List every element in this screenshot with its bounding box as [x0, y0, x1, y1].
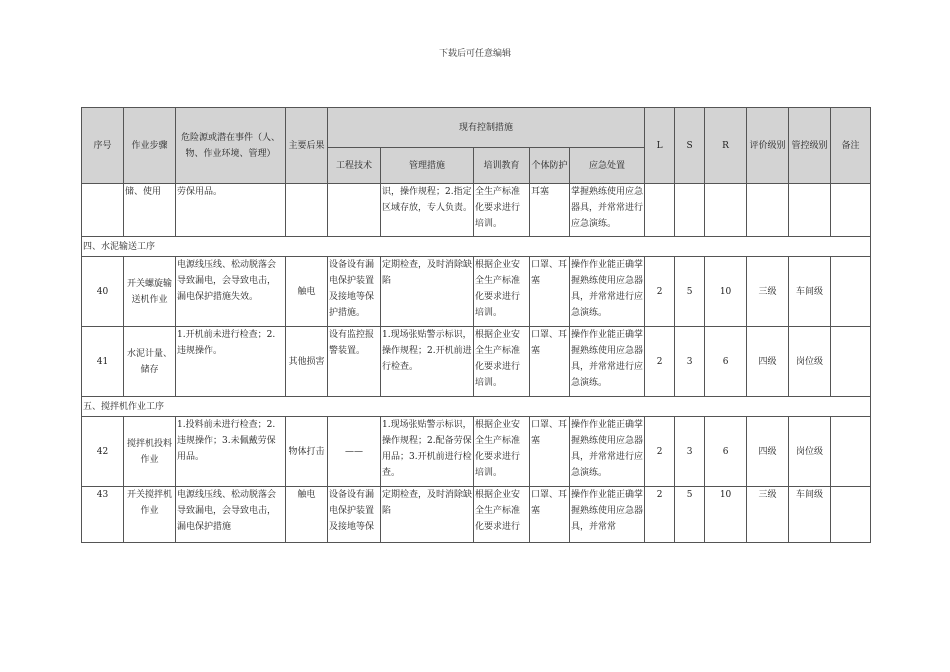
cell-consequence: 触电: [286, 257, 328, 327]
col-header-controls: 现有控制措施: [328, 108, 645, 148]
cell-L: 2: [645, 327, 675, 397]
cell-ppe: 口罩、耳塞: [530, 487, 570, 543]
cell-S: 5: [675, 257, 705, 327]
cell-remark: [831, 257, 871, 327]
col-header-S: S: [675, 108, 705, 184]
col-header-management: 管理措施: [381, 148, 474, 184]
header-note: 下载后可任意编辑: [438, 49, 511, 59]
cell-remark: [831, 327, 871, 397]
cell-engineering: [328, 184, 381, 237]
cell-hazard: 电源线压线、松动脱落会导致漏电，会导致电击，漏电保护措施: [176, 487, 286, 543]
cell-consequence: 其他损害: [286, 327, 328, 397]
cell-control-level: 车间级: [789, 487, 831, 543]
cell-training: 全生产标准化要求进行培训。: [474, 184, 530, 237]
col-header-hazard: 危险源或潜在事件（人、物、作业环境、管理）: [176, 108, 286, 184]
cell-R: 6: [705, 327, 747, 397]
cell-R: 10: [705, 487, 747, 543]
cell-engineering: 设备设有漏电保护装置及接地等保护措施。: [328, 257, 381, 327]
cell-level: 三级: [747, 257, 789, 327]
table-row: [82, 417, 871, 487]
cell-level: 四级: [747, 417, 789, 487]
cell-S: 5: [675, 487, 705, 543]
cell-L: 2: [645, 257, 675, 327]
section-row: [82, 397, 871, 417]
cell-seq: 41: [82, 327, 124, 397]
cell-consequence: [286, 184, 328, 237]
cell-R: [705, 184, 747, 237]
cell-emergency: 操作作业能正确掌握熟练使用应急器具，并常常进行应急演练。: [570, 327, 645, 397]
cell-consequence: 触电: [286, 487, 328, 543]
cell-remark: [831, 184, 871, 237]
cell-emergency: 操作作业能正确掌握熟练使用应急器具，并常常进行应急演练。: [570, 257, 645, 327]
col-header-seq: 序号: [82, 108, 124, 184]
cell-ppe: 耳塞: [530, 184, 570, 237]
section-row: [82, 237, 871, 257]
cell-emergency: 操作作业能正确掌握熟练使用应急器具，并常常进行应急演练。: [570, 417, 645, 487]
cell-R: 6: [705, 417, 747, 487]
cell-remark: [831, 417, 871, 487]
cell-step: 搅拌机投料作业: [124, 417, 176, 487]
cell-seq: 42: [82, 417, 124, 487]
cell-L: 2: [645, 417, 675, 487]
col-header-emergency: 应急处置: [570, 148, 645, 184]
col-header-ppe: 个体防护: [530, 148, 570, 184]
table-row: [82, 184, 871, 237]
cell-management: 1.现场张贴警示标识，操作规程；2.配备劳保用品；3.开机前进行检查。: [381, 417, 474, 487]
cell-step: 储、使用: [124, 184, 176, 237]
cell-management: 定期检查，及时消除缺陷: [381, 257, 474, 327]
cell-ppe: 口罩、耳塞: [530, 257, 570, 327]
cell-seq: [82, 184, 124, 237]
cell-seq: 40: [82, 257, 124, 327]
section-title: 五、搅拌机作业工序: [82, 397, 871, 417]
cell-control-level: [789, 184, 831, 237]
cell-management: 定期检查，及时消除缺陷: [381, 487, 474, 543]
col-header-remark: 备注: [831, 108, 871, 184]
cell-hazard: 电源线压线、松动脱落会导致漏电，会导致电击，漏电保护措施失效。: [176, 257, 286, 327]
cell-ppe: 口罩、耳塞: [530, 417, 570, 487]
cell-level: [747, 184, 789, 237]
cell-hazard: 1.开机前未进行检查；2.违规操作。: [176, 327, 286, 397]
risk-assessment-table: [81, 107, 871, 543]
cell-S: 3: [675, 327, 705, 397]
cell-control-level: 车间级: [789, 257, 831, 327]
cell-management: 1.现场张贴警示标识，操作规程；2.开机前进行检查。: [381, 327, 474, 397]
cell-engineering: 设备设有漏电保护装置及接地等保: [328, 487, 381, 543]
cell-hazard: 劳保用品。: [176, 184, 286, 237]
col-header-level: 评价级别: [747, 108, 789, 184]
cell-R: 10: [705, 257, 747, 327]
table-row: [82, 487, 871, 543]
table-row: [82, 257, 871, 327]
cell-step: 开关搅拌机作业: [124, 487, 176, 543]
col-header-control-level: 管控级别: [789, 108, 831, 184]
cell-S: 3: [675, 417, 705, 487]
cell-step: 开关螺旋输送机作业: [124, 257, 176, 327]
cell-training: 根据企业安全生产标准化要求进行培训。: [474, 257, 530, 327]
col-header-step: 作业步骤: [124, 108, 176, 184]
col-header-L: L: [645, 108, 675, 184]
cell-level: 四级: [747, 327, 789, 397]
cell-management: 识，操作规程；2.指定区域存放，专人负责。: [381, 184, 474, 237]
cell-training: 根据企业安全生产标准化要求进行培训。: [474, 417, 530, 487]
cell-control-level: 岗位级: [789, 327, 831, 397]
table-row: [82, 327, 871, 397]
cell-training: 根据企业安全生产标准化要求进行: [474, 487, 530, 543]
col-header-consequence: 主要后果: [286, 108, 328, 184]
col-header-engineering: 工程技术: [328, 148, 381, 184]
cell-hazard: 1.投料前未进行检查；2.违规操作；3.未佩戴劳保用品。: [176, 417, 286, 487]
cell-emergency: 掌握熟练使用应急器具，并常常进行应急演练。: [570, 184, 645, 237]
cell-S: [675, 184, 705, 237]
cell-L: 2: [645, 487, 675, 543]
cell-remark: [831, 487, 871, 543]
cell-consequence: 物体打击: [286, 417, 328, 487]
cell-L: [645, 184, 675, 237]
col-header-R: R: [705, 108, 747, 184]
col-header-training: 培训教育: [474, 148, 530, 184]
cell-control-level: 岗位级: [789, 417, 831, 487]
cell-engineering: 设有监控报警装置。: [328, 327, 381, 397]
cell-seq: 43: [82, 487, 124, 543]
cell-engineering: ——: [328, 417, 381, 487]
section-title: 四、水泥输送工序: [82, 237, 871, 257]
cell-level: 三级: [747, 487, 789, 543]
cell-step: 水泥计量、储存: [124, 327, 176, 397]
cell-ppe: 口罩、耳塞: [530, 327, 570, 397]
cell-emergency: 操作作业能正确掌握熟练使用应急器具，并常常: [570, 487, 645, 543]
cell-training: 根据企业安全生产标准化要求进行培训。: [474, 327, 530, 397]
